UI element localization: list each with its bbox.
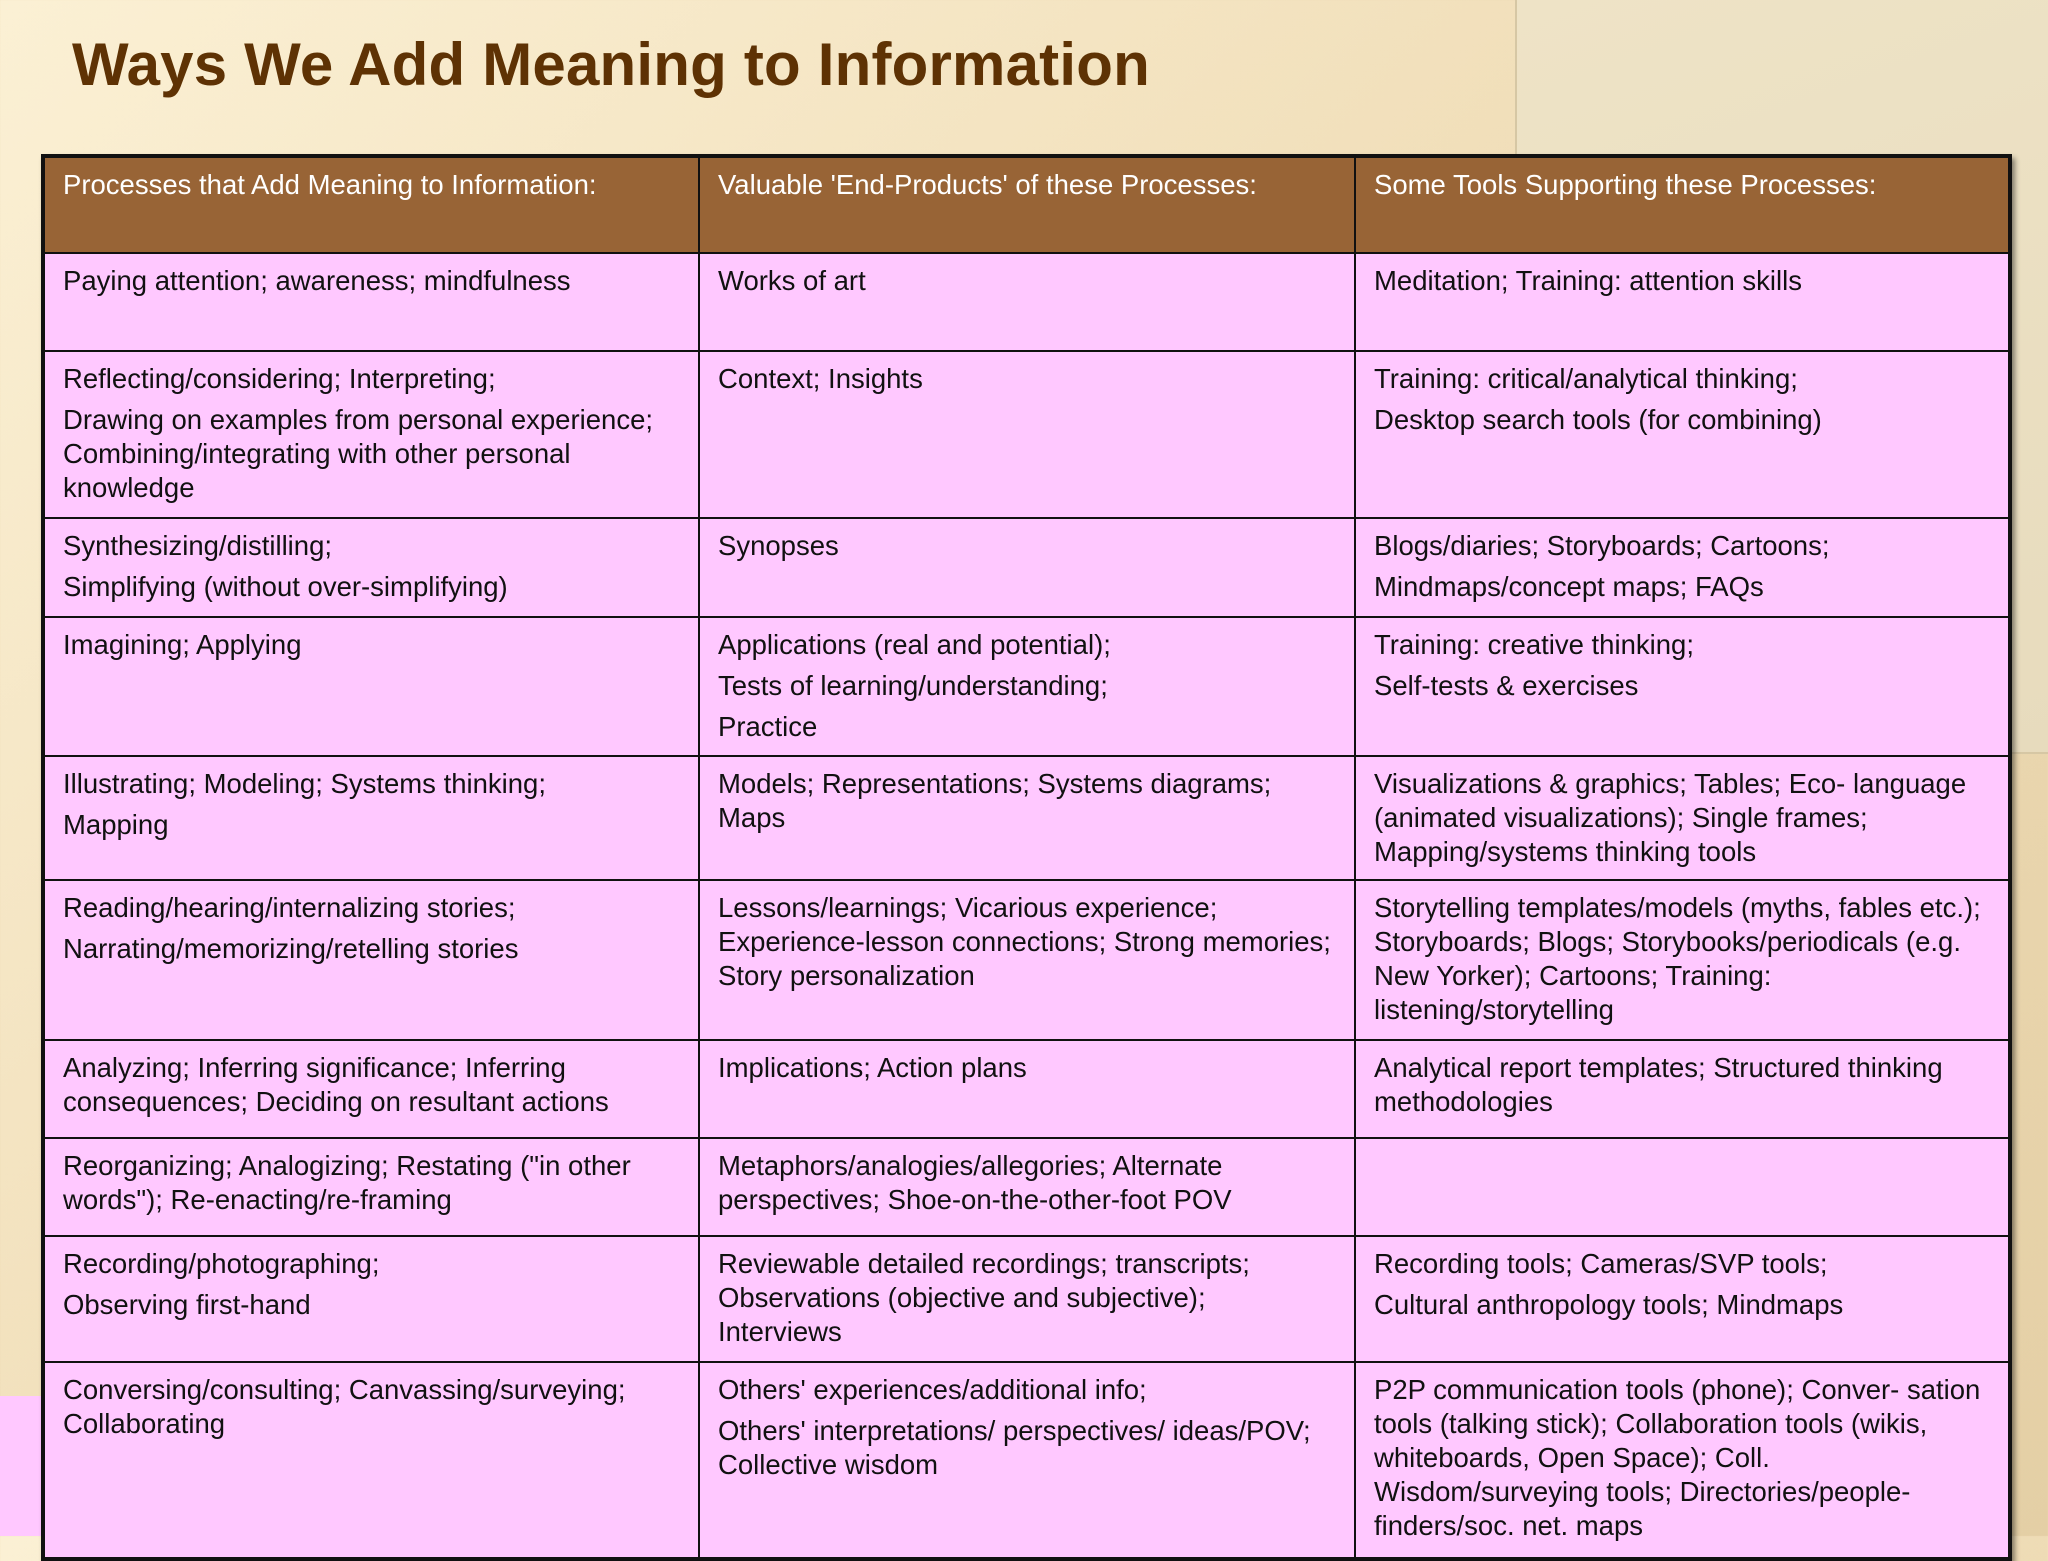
cell-text: Context; Insights	[718, 363, 923, 394]
header-processes: Processes that Add Meaning to Information:	[43, 156, 699, 253]
process-cell	[43, 1362, 699, 1559]
end-product-cell	[699, 351, 1355, 518]
cell-text: Recording tools; Cameras/SVP tools;	[1374, 1248, 1828, 1279]
process-cell	[43, 756, 699, 880]
process-cell	[43, 1236, 699, 1362]
table-row	[43, 617, 2010, 756]
table-row	[43, 880, 2010, 1040]
cell-text: Synthesizing/distilling;	[63, 530, 333, 561]
end-product-cell	[699, 1040, 1355, 1138]
process-cell	[43, 253, 699, 351]
table-row	[43, 1236, 2010, 1362]
tool-cell	[1355, 351, 2010, 518]
cell-text: Recording/photographing;	[63, 1248, 380, 1279]
cell-text: Cultural anthropology tools; Mindmaps	[1374, 1289, 1844, 1320]
tool-cell	[1355, 518, 2010, 617]
cell-text: Analytical report templates; Structured thinking methodologies	[1374, 1052, 1943, 1117]
end-product-cell	[699, 1236, 1355, 1362]
tool-cell	[1355, 253, 2010, 351]
slide-title: Ways We Add Meaning to Information	[72, 31, 1150, 98]
tool-cell	[1355, 617, 2010, 756]
tool-cell	[1355, 1362, 2010, 1559]
cell-text: Visualizations & graphics; Tables; Eco- language (animated visualizations); Single frames; Mapping/systems thinking tools	[1374, 768, 1967, 867]
cell-text: Narrating/memorizing/retelling stories	[63, 933, 519, 964]
process-cell	[43, 351, 699, 518]
cell-text: Works of art	[718, 265, 866, 296]
end-product-cell	[699, 756, 1355, 880]
table-row	[43, 756, 2010, 880]
process-cell	[43, 1138, 699, 1236]
end-product-cell	[699, 518, 1355, 617]
end-product-cell	[699, 253, 1355, 351]
header-tools: Some Tools Supporting these Processes:	[1355, 156, 2010, 253]
cell-text: Mindmaps/concept maps; FAQs	[1374, 571, 1764, 602]
table-row	[43, 1040, 2010, 1138]
process-cell	[43, 518, 699, 617]
cell-text: Analyzing; Inferring significance; Inferring consequences; Deciding on resultant actions	[63, 1052, 609, 1117]
table-header-row	[43, 156, 2010, 253]
header-end-products: Valuable 'End-Products' of these Processes:	[699, 156, 1355, 253]
end-product-cell	[699, 880, 1355, 1040]
cell-text: Observing first-hand	[63, 1289, 311, 1320]
cell-text: Applications (real and potential);	[718, 629, 1111, 660]
cell-text: Others' interpretations/ perspectives/ ideas/POV; Collective wisdom	[718, 1415, 1311, 1480]
process-cell	[43, 617, 699, 756]
end-product-cell	[699, 617, 1355, 756]
end-product-cell	[699, 1138, 1355, 1236]
cell-text: Training: creative thinking;	[1374, 629, 1694, 660]
tool-cell	[1355, 880, 2010, 1040]
end-product-cell	[699, 1362, 1355, 1559]
cell-text: Imagining; Applying	[63, 629, 302, 660]
table-row	[43, 518, 2010, 617]
cell-text: Others' experiences/additional info;	[718, 1374, 1147, 1405]
cell-text: Desktop search tools (for combining)	[1374, 404, 1822, 435]
cell-text: Tests of learning/understanding;	[718, 670, 1108, 701]
cell-text: Illustrating; Modeling; Systems thinking;	[63, 768, 546, 799]
cell-text: Practice	[718, 711, 818, 742]
cell-text: Training: critical/analytical thinking;	[1374, 363, 1798, 394]
meaning-table	[41, 154, 2012, 1561]
cell-text: Conversing/consulting; Canvassing/surveying; Collaborating	[63, 1374, 626, 1439]
cell-text: Models; Representations; Systems diagrams; Maps	[718, 768, 1272, 833]
cell-text: Reviewable detailed recordings; transcripts; Observations (objective and subjective); Interviews	[718, 1248, 1250, 1347]
cell-text: Storytelling templates/models (myths, fables etc.); Storyboards; Blogs; Storybooks/periodicals (e.g. New Yorker); Cartoons; Training: listening/storytelling	[1374, 892, 1981, 1025]
cell-text: Synopses	[718, 530, 839, 561]
process-cell	[43, 880, 699, 1040]
table-row	[43, 1362, 2010, 1559]
table-row	[43, 351, 2010, 518]
cell-text: Reflecting/considering; Interpreting;	[63, 363, 496, 394]
process-cell	[43, 1040, 699, 1138]
table-row	[43, 1138, 2010, 1236]
tool-cell	[1355, 1138, 2010, 1236]
cell-text: Metaphors/analogies/allegories; Alternate perspectives; Shoe-on-the-other-foot POV	[718, 1150, 1232, 1215]
cell-text: Drawing on examples from personal experience; Combining/integrating with other personal knowledge	[63, 404, 654, 503]
cell-text: Reorganizing; Analogizing; Restating ("in other words"); Re-enacting/re-framing	[63, 1150, 631, 1215]
cell-text: Simplifying (without over-simplifying)	[63, 571, 508, 602]
tool-cell	[1355, 1236, 2010, 1362]
cell-text: Paying attention; awareness; mindfulness	[63, 265, 571, 296]
cell-text: Self-tests & exercises	[1374, 670, 1639, 701]
tool-cell	[1355, 1040, 2010, 1138]
cell-text: Meditation; Training: attention skills	[1374, 265, 1802, 296]
cell-text: Blogs/diaries; Storyboards; Cartoons;	[1374, 530, 1830, 561]
cell-text: P2P communication tools (phone); Conver- sation tools (talking stick); Collaboration tools (wikis, whiteboards, Open Space); Coll. Wisdom/surveying tools; Directories/people-finders/soc. net. maps	[1374, 1374, 1981, 1541]
cell-text: Lessons/learnings; Vicarious experience; Experience-lesson connections; Strong memories; Story personalization	[718, 892, 1331, 991]
cell-text: Mapping	[63, 809, 169, 840]
background-pink-corner	[0, 1396, 44, 1536]
tool-cell	[1355, 756, 2010, 880]
table-row	[43, 253, 2010, 351]
cell-text: Reading/hearing/internalizing stories;	[63, 892, 516, 923]
cell-text: Implications; Action plans	[718, 1052, 1027, 1083]
